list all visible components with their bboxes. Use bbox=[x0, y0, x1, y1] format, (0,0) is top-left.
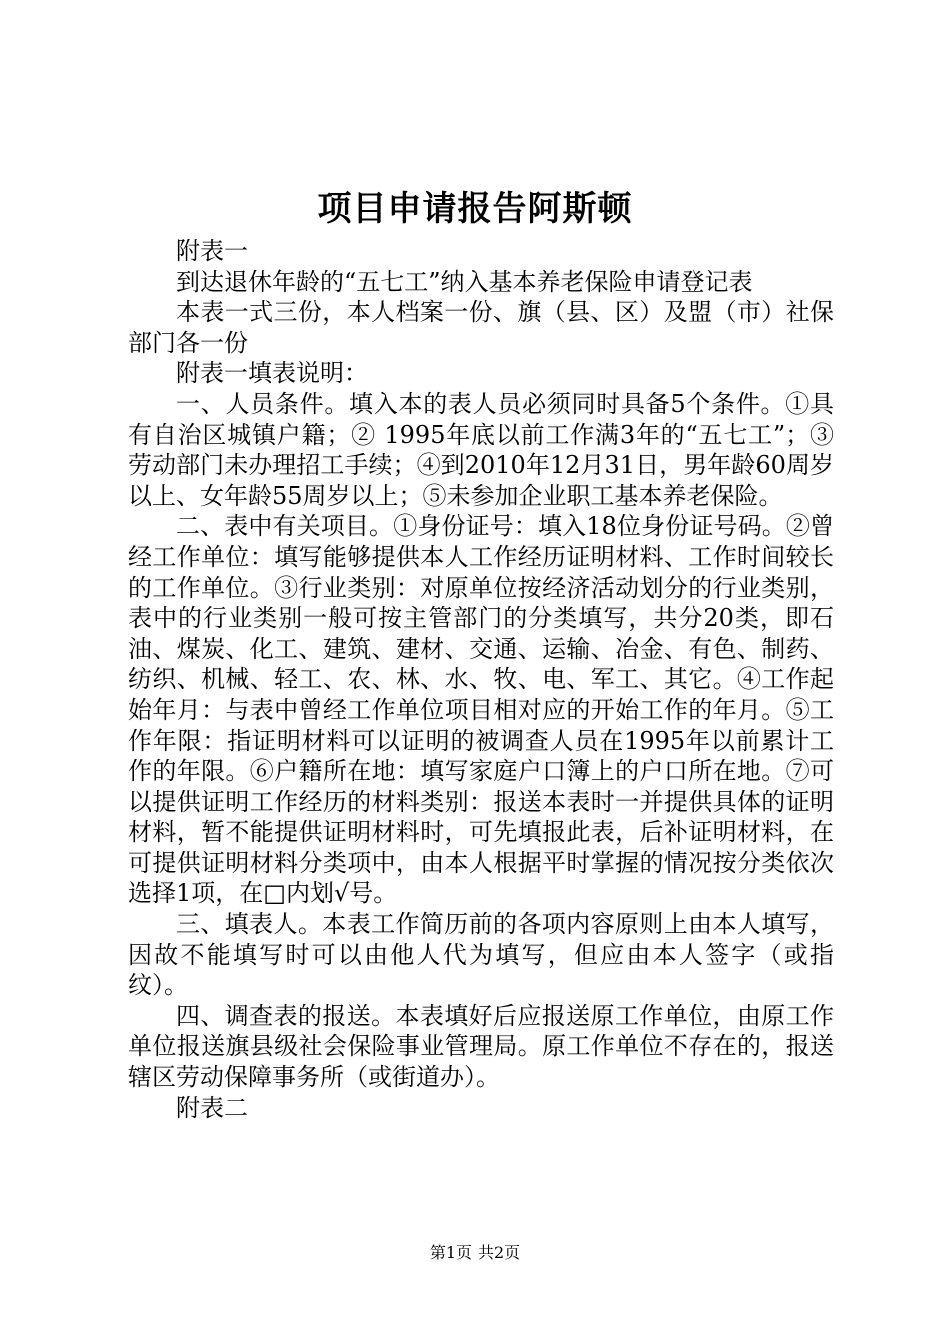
paragraph-copies-note: 本表一式三份，本人档案一份、旗（县、区）及盟（市）社保部门各一份 bbox=[128, 298, 834, 357]
document-title: 项目申请报告阿斯顿 bbox=[317, 189, 633, 229]
paragraph-personnel-conditions: 一、人员条件。填入本的表人员必须同时具备5个条件。①具有自治区城镇户籍；② 1995年底以前工作满3年的“五七工”；③劳动部门未办理招工手续；④到2010年12月31日，男年龄60周岁以上、女年龄55周岁以上；⑤未参加企业职工基本养老保险。 bbox=[128, 389, 834, 510]
page-footer bbox=[0, 1242, 950, 1264]
paragraph-form-items: 二、表中有关项目。①身份证号：填入18位身份证号码。②曾经工作单位：填写能够提供本人工作经历证明材料、工作时间较长的工作单位。③行业类别：对原单位按经济活动划分的行业类别，表中的行业类别一般可按主管部门的分类填写，共分20类，即石油、煤炭、化工、建筑、建材、交通、运输、冶金、有色、制药、纺织、机械、轻工、农、林、水、牧、电、军工、其它。④工作起始年月：与表中曾经工作单位项目相对应的开始工作的年月。⑤工作年限：指证明材料可以证明的被调查人员在1995年以前累计工作的年限。⑥户籍所在地：填写家庭户口簿上的户口所在地。⑦可以提供证明工作经历的材料类别：报送本表时一并提供具体的证明材料，暂不能提供证明材料时，可先填报此表，后补证明材料，在可提供证明材料分类项中，由本人根据平时掌握的情况按分类依次选择1项，在□内划√号。 bbox=[128, 512, 834, 908]
paragraph-form-filler: 三、填表人。本表工作简历前的各项内容原则上由本人填写，因故不能填写时可以由他人代为填写，但应由本人签字（或指纹）。 bbox=[128, 910, 834, 1000]
document-body bbox=[128, 236, 834, 1123]
paragraph-form-name: 到达退休年龄的“五七工”纳入基本养老保险申请登记表 bbox=[176, 267, 753, 296]
paragraph-appendix-1: 附表一 bbox=[176, 237, 248, 265]
paragraph-appendix-2: 附表二 bbox=[176, 1093, 248, 1122]
page-total: 共2页 bbox=[478, 1243, 521, 1262]
page-number: 第1页 bbox=[429, 1243, 472, 1262]
paragraph-form-submission: 四、调查表的报送。本表填好后应报送原工作单位，由原工作单位报送旗县级社会保险事业管理局。原工作单位不存在的，报送辖区劳动保障事务所（或街道办）。 bbox=[128, 1001, 834, 1092]
paragraph-instructions-heading: 附表一填表说明： bbox=[176, 359, 368, 388]
